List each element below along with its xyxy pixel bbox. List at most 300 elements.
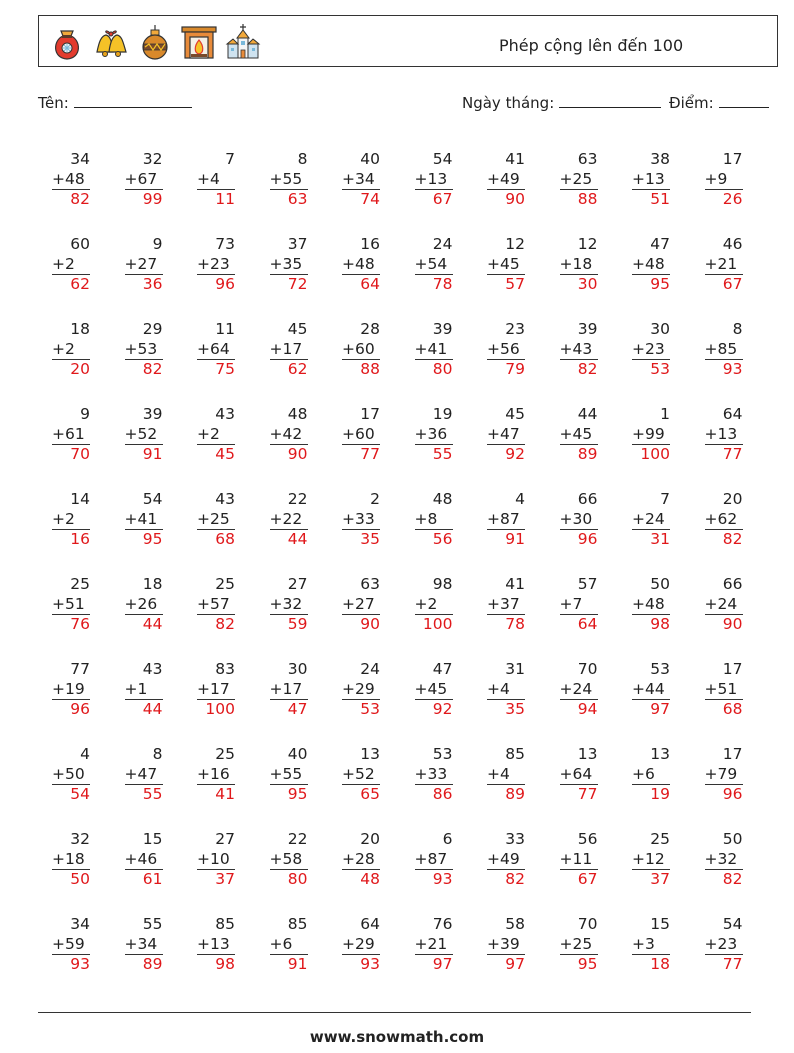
sum-answer: 82 — [197, 614, 235, 633]
addend-top: 19 — [432, 405, 453, 423]
sum-answer: 56 — [415, 529, 453, 548]
addend-bottom: +49 — [487, 849, 520, 868]
sum-answer: 94 — [560, 699, 598, 718]
addend-top: 25 — [215, 745, 235, 763]
sum-answer: 78 — [415, 274, 453, 293]
addend-top: 24 — [360, 660, 380, 678]
problem-item — [52, 660, 102, 718]
problem-item — [560, 575, 610, 633]
sum-answer: 68 — [197, 529, 235, 548]
addend-top: 15 — [650, 915, 670, 933]
addend-bottom: +36 — [414, 424, 448, 443]
addend-top: 70 — [577, 915, 598, 933]
sum-answer: 93 — [705, 359, 743, 378]
sum-answer: 44 — [125, 699, 163, 718]
addend-top: 56 — [577, 830, 598, 848]
sum-answer: 86 — [415, 784, 453, 803]
sum-answer: 65 — [342, 784, 380, 803]
problem-item — [270, 150, 320, 208]
addend-top: 25 — [215, 575, 235, 593]
date-field[interactable] — [462, 93, 661, 112]
score-blank[interactable] — [719, 93, 769, 108]
problem-item — [415, 235, 465, 293]
problem-item — [415, 150, 465, 208]
sum-answer: 91 — [487, 529, 525, 548]
addend-top: 12 — [577, 235, 598, 253]
addend-bottom: +56 — [487, 339, 520, 358]
addend-bottom: +33 — [414, 764, 448, 783]
problem-item — [632, 320, 682, 378]
sum-answer: 79 — [487, 359, 525, 378]
problem-item — [705, 235, 755, 293]
addend-top: 83 — [215, 660, 235, 678]
addend-bottom: +47 — [487, 424, 520, 443]
addend-bottom: +87 — [414, 849, 448, 868]
sum-answer: 61 — [125, 869, 163, 888]
addend-top: 32 — [142, 150, 163, 168]
problem-item — [560, 150, 610, 208]
addend-top: 27 — [287, 575, 308, 593]
problem-item — [197, 150, 247, 208]
problem-item — [632, 235, 682, 293]
sum-answer: 37 — [197, 869, 235, 888]
sum-answer: 90 — [487, 189, 525, 208]
problem-item — [487, 575, 537, 633]
sum-answer: 26 — [705, 189, 743, 208]
problem-item — [632, 405, 682, 463]
problem-item — [415, 915, 465, 973]
problem-item — [560, 405, 610, 463]
problem-item — [342, 745, 392, 803]
addend-top: 43 — [215, 405, 235, 423]
fireplace-icon — [179, 22, 219, 62]
sum-answer: 95 — [560, 954, 598, 973]
sum-answer: 93 — [415, 869, 453, 888]
problem-item — [125, 830, 175, 888]
addend-top: 38 — [650, 150, 670, 168]
addend-top: 14 — [70, 490, 90, 508]
sum-answer: 55 — [415, 444, 453, 463]
problem-item — [560, 320, 610, 378]
addend-top: 8 — [732, 320, 743, 338]
addend-bottom: +45 — [559, 424, 593, 443]
addend-bottom: +59 — [52, 934, 85, 953]
problem-item — [125, 660, 175, 718]
problem-item — [342, 575, 392, 633]
sum-answer: 96 — [52, 699, 90, 718]
addend-bottom: +2 — [52, 339, 75, 358]
problem-item — [197, 575, 247, 633]
addend-bottom: +35 — [269, 254, 303, 273]
addend-top: 39 — [577, 320, 598, 338]
problem-item — [415, 490, 465, 548]
addend-bottom: +99 — [632, 424, 665, 443]
name-field[interactable] — [38, 93, 192, 112]
sum-answer: 67 — [415, 189, 453, 208]
problem-item — [125, 915, 175, 973]
addend-bottom: +32 — [269, 594, 303, 613]
addend-bottom: +32 — [704, 849, 738, 868]
addend-bottom: +44 — [632, 679, 665, 698]
addend-top: 25 — [70, 575, 90, 593]
addend-top: 98 — [432, 575, 453, 593]
addend-bottom: +55 — [269, 169, 303, 188]
addend-top: 64 — [360, 915, 380, 933]
addend-bottom: +67 — [124, 169, 158, 188]
sum-answer: 95 — [270, 784, 308, 803]
addend-bottom: +6 — [632, 764, 655, 783]
addend-top: 40 — [287, 745, 308, 763]
sum-answer: 95 — [125, 529, 163, 548]
problem-item — [487, 490, 537, 548]
addend-bottom: +22 — [269, 509, 303, 528]
addend-bottom: +2 — [414, 594, 438, 613]
addend-top: 6 — [442, 830, 453, 848]
sum-answer: 30 — [560, 274, 598, 293]
problem-item — [342, 915, 392, 973]
sum-answer: 96 — [705, 784, 743, 803]
score-field[interactable] — [669, 93, 769, 112]
problem-item — [270, 320, 320, 378]
sum-answer: 67 — [705, 274, 743, 293]
addend-top: 9 — [80, 405, 90, 423]
sum-answer: 41 — [197, 784, 235, 803]
sum-answer: 95 — [632, 274, 670, 293]
problem-item — [632, 575, 682, 633]
addend-bottom: +6 — [269, 934, 293, 953]
problem-item — [487, 235, 537, 293]
sum-answer: 63 — [270, 189, 308, 208]
sum-answer: 88 — [342, 359, 380, 378]
addend-top: 17 — [360, 405, 380, 423]
problem-item — [487, 745, 537, 803]
problem-item — [342, 320, 392, 378]
problem-item — [487, 405, 537, 463]
problem-item — [125, 575, 175, 633]
problem-item — [342, 235, 392, 293]
sum-answer: 67 — [560, 869, 598, 888]
addend-top: 37 — [287, 235, 308, 253]
addend-bottom: +48 — [342, 254, 375, 273]
problem-item — [415, 830, 465, 888]
problem-item — [342, 150, 392, 208]
addend-top: 9 — [152, 235, 163, 253]
sum-answer: 82 — [52, 189, 90, 208]
addend-top: 17 — [722, 150, 743, 168]
addend-bottom: +41 — [124, 509, 158, 528]
addend-top: 23 — [505, 320, 525, 338]
name-blank[interactable] — [74, 93, 192, 108]
sum-answer: 97 — [487, 954, 525, 973]
addend-top: 43 — [215, 490, 235, 508]
addend-bottom: +24 — [632, 509, 665, 528]
problem-item — [197, 235, 247, 293]
date-label: Ngày tháng: — [462, 94, 555, 112]
problem-item — [560, 490, 610, 548]
problem-item — [197, 405, 247, 463]
addend-bottom: +60 — [342, 339, 375, 358]
addend-bottom: +85 — [704, 339, 738, 358]
sum-answer: 82 — [560, 359, 598, 378]
problem-item — [52, 830, 102, 888]
problem-item — [125, 235, 175, 293]
sum-answer: 53 — [632, 359, 670, 378]
sum-answer: 97 — [415, 954, 453, 973]
addend-top: 8 — [152, 745, 163, 763]
addend-top: 18 — [142, 575, 163, 593]
sum-answer: 70 — [52, 444, 90, 463]
sum-answer: 100 — [197, 699, 235, 718]
addend-bottom: +58 — [269, 849, 303, 868]
problem-item — [415, 575, 465, 633]
addend-top: 17 — [722, 745, 743, 763]
addend-top: 4 — [515, 490, 525, 508]
addend-top: 54 — [142, 490, 163, 508]
addend-bottom: +4 — [487, 679, 510, 698]
sum-answer: 62 — [270, 359, 308, 378]
sum-answer: 68 — [705, 699, 743, 718]
addend-top: 18 — [70, 320, 90, 338]
problem-item — [270, 235, 320, 293]
addend-bottom: +52 — [124, 424, 158, 443]
sum-answer: 90 — [342, 614, 380, 633]
addend-top: 64 — [722, 405, 743, 423]
addend-top: 7 — [660, 490, 670, 508]
addend-top: 76 — [432, 915, 453, 933]
sum-answer: 72 — [270, 274, 308, 293]
addend-bottom: +37 — [487, 594, 520, 613]
addend-bottom: +25 — [197, 509, 230, 528]
sum-answer: 48 — [342, 869, 380, 888]
icon-strip — [47, 22, 263, 62]
addend-top: 16 — [360, 235, 380, 253]
sum-answer: 82 — [125, 359, 163, 378]
sum-answer: 54 — [52, 784, 90, 803]
problem-item — [560, 830, 610, 888]
addend-top: 34 — [70, 150, 90, 168]
addend-top: 43 — [142, 660, 163, 678]
addend-top: 1 — [660, 405, 670, 423]
addend-top: 46 — [722, 235, 743, 253]
date-blank[interactable] — [559, 93, 661, 108]
ornament-icon — [135, 22, 175, 62]
addend-top: 25 — [650, 830, 670, 848]
sum-answer: 44 — [270, 529, 308, 548]
addend-bottom: +55 — [269, 764, 303, 783]
problem-item — [632, 150, 682, 208]
addend-top: 63 — [360, 575, 380, 593]
sum-answer: 82 — [487, 869, 525, 888]
addend-top: 31 — [505, 660, 525, 678]
addend-bottom: +29 — [342, 934, 375, 953]
addend-bottom: +28 — [342, 849, 375, 868]
name-label: Tên: — [38, 94, 69, 112]
problem-item — [197, 830, 247, 888]
addend-top: 63 — [577, 150, 598, 168]
sum-answer: 62 — [52, 274, 90, 293]
addend-bottom: +87 — [487, 509, 520, 528]
problem-item — [415, 320, 465, 378]
sum-answer: 100 — [632, 444, 670, 463]
sack-icon — [47, 22, 87, 62]
addend-top: 53 — [432, 745, 453, 763]
problem-item — [270, 405, 320, 463]
addend-top: 45 — [287, 320, 308, 338]
problem-item — [125, 320, 175, 378]
addend-top: 39 — [432, 320, 453, 338]
sum-answer: 91 — [125, 444, 163, 463]
addend-top: 8 — [297, 150, 308, 168]
addend-top: 15 — [142, 830, 163, 848]
addend-bottom: +24 — [559, 679, 593, 698]
addend-top: 20 — [722, 490, 743, 508]
sum-answer: 37 — [632, 869, 670, 888]
addend-top: 28 — [360, 320, 380, 338]
addend-bottom: +49 — [487, 169, 520, 188]
addend-bottom: +25 — [559, 169, 593, 188]
sum-answer: 92 — [487, 444, 525, 463]
addend-top: 39 — [142, 405, 163, 423]
problem-item — [705, 915, 755, 973]
problem-item — [632, 745, 682, 803]
sum-answer: 74 — [342, 189, 380, 208]
problem-item — [705, 150, 755, 208]
problem-item — [52, 745, 102, 803]
addend-top: 54 — [722, 915, 743, 933]
addend-bottom: +9 — [704, 169, 728, 188]
problem-item — [125, 745, 175, 803]
problem-item — [270, 830, 320, 888]
problem-item — [125, 405, 175, 463]
addend-bottom: +23 — [632, 339, 665, 358]
problem-item — [415, 660, 465, 718]
addend-bottom: +10 — [197, 849, 230, 868]
sum-answer: 96 — [197, 274, 235, 293]
addend-top: 22 — [287, 830, 308, 848]
addend-top: 30 — [650, 320, 670, 338]
sum-answer: 59 — [270, 614, 308, 633]
problem-item — [342, 405, 392, 463]
addend-top: 13 — [577, 745, 598, 763]
problem-item — [560, 745, 610, 803]
addend-bottom: +64 — [197, 339, 230, 358]
sum-answer: 100 — [415, 614, 453, 633]
sum-answer: 78 — [487, 614, 525, 633]
header-box — [38, 15, 778, 67]
addend-bottom: +50 — [52, 764, 85, 783]
addend-top: 41 — [505, 150, 525, 168]
addend-bottom: +51 — [52, 594, 85, 613]
problem-item — [52, 405, 102, 463]
worksheet-title: Phép cộng lên đến 100 — [499, 36, 684, 55]
sum-answer: 82 — [705, 529, 743, 548]
problem-item — [705, 660, 755, 718]
addend-top: 13 — [650, 745, 670, 763]
addend-bottom: +41 — [414, 339, 448, 358]
sum-answer: 57 — [487, 274, 525, 293]
sum-answer: 55 — [125, 784, 163, 803]
addend-bottom: +34 — [342, 169, 375, 188]
sum-answer: 35 — [487, 699, 525, 718]
addend-bottom: +18 — [559, 254, 593, 273]
problem-item — [560, 235, 610, 293]
sum-answer: 64 — [560, 614, 598, 633]
sum-answer: 20 — [52, 359, 90, 378]
addend-bottom: +60 — [342, 424, 375, 443]
addend-bottom: +16 — [197, 764, 230, 783]
problem-item — [270, 915, 320, 973]
addend-bottom: +3 — [632, 934, 655, 953]
problem-item — [270, 660, 320, 718]
problem-item — [197, 660, 247, 718]
sum-answer: 31 — [632, 529, 670, 548]
sum-answer: 50 — [52, 869, 90, 888]
addend-top: 45 — [505, 405, 525, 423]
problem-item — [560, 915, 610, 973]
addend-bottom: +79 — [704, 764, 738, 783]
problem-item — [705, 320, 755, 378]
addend-top: 29 — [142, 320, 163, 338]
sum-answer: 97 — [632, 699, 670, 718]
sum-answer: 96 — [560, 529, 598, 548]
sum-answer: 99 — [125, 189, 163, 208]
addend-bottom: +19 — [52, 679, 85, 698]
sum-answer: 98 — [632, 614, 670, 633]
addend-bottom: +8 — [414, 509, 438, 528]
addend-bottom: +34 — [124, 934, 158, 953]
bells-icon — [91, 22, 131, 62]
addend-top: 73 — [215, 235, 235, 253]
addend-bottom: +7 — [559, 594, 583, 613]
addend-bottom: +23 — [197, 254, 230, 273]
problem-item — [632, 490, 682, 548]
addend-bottom: +24 — [704, 594, 738, 613]
problem-item — [52, 150, 102, 208]
sum-answer: 44 — [125, 614, 163, 633]
problem-item — [270, 575, 320, 633]
addend-bottom: +45 — [414, 679, 448, 698]
addend-bottom: +2 — [197, 424, 220, 443]
sum-answer: 88 — [560, 189, 598, 208]
sum-answer: 19 — [632, 784, 670, 803]
addend-bottom: +61 — [52, 424, 85, 443]
addend-top: 50 — [722, 830, 743, 848]
sum-answer: 89 — [560, 444, 598, 463]
problem-item — [487, 915, 537, 973]
problem-item — [705, 830, 755, 888]
sum-answer: 64 — [342, 274, 380, 293]
sum-answer: 90 — [270, 444, 308, 463]
addend-top: 7 — [225, 150, 235, 168]
church-icon — [223, 22, 263, 62]
addend-bottom: +48 — [632, 594, 665, 613]
addend-bottom: +33 — [342, 509, 375, 528]
addend-bottom: +27 — [124, 254, 158, 273]
problem-item — [705, 575, 755, 633]
problem-item — [125, 150, 175, 208]
sum-answer: 98 — [197, 954, 235, 973]
problem-item — [52, 320, 102, 378]
problem-item — [197, 745, 247, 803]
score-label: Điểm: — [669, 94, 714, 112]
addend-top: 11 — [215, 320, 235, 338]
addend-top: 17 — [722, 660, 743, 678]
addend-top: 22 — [287, 490, 308, 508]
addend-top: 33 — [505, 830, 525, 848]
problem-item — [632, 830, 682, 888]
addend-top: 27 — [215, 830, 235, 848]
addend-top: 41 — [505, 575, 525, 593]
